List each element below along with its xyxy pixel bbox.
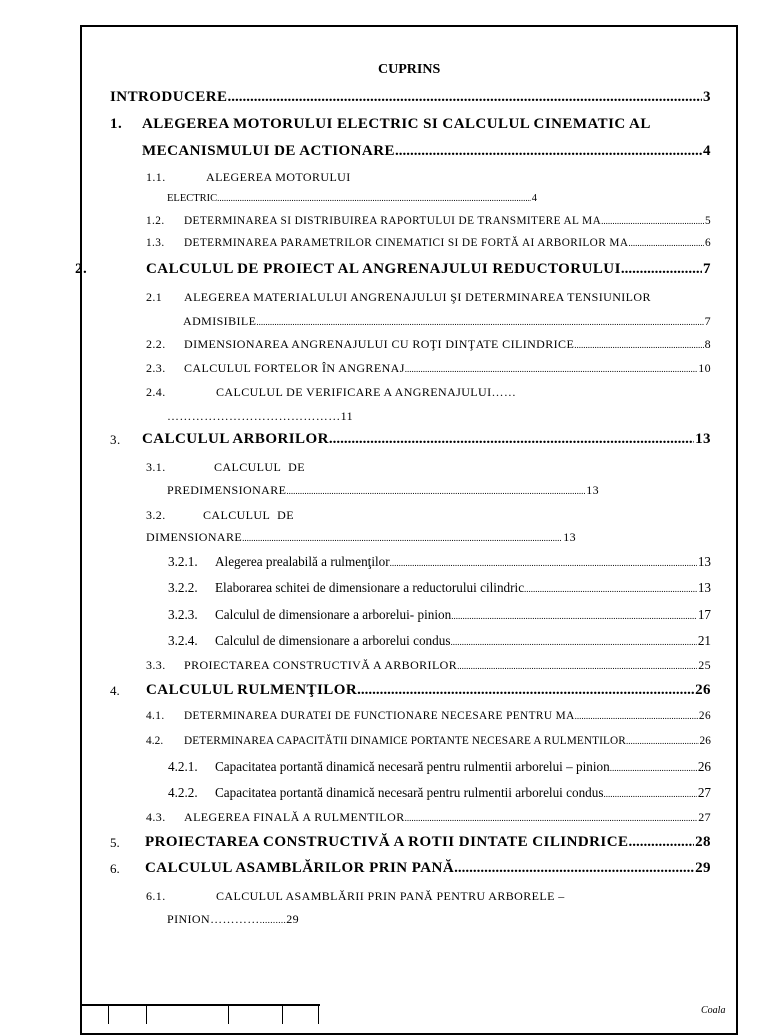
toc-entry-s3-2-1 <box>168 555 711 568</box>
sheet-label: Coala <box>701 1005 726 1016</box>
page-number: 11 <box>340 409 353 423</box>
stamp-cell-divider <box>318 1004 319 1024</box>
dot-leader <box>405 811 698 823</box>
entry-label: Capacitatea portantă dinamică necesară pentru rulmentii arborelui – pinion <box>215 759 610 774</box>
toc-entry-number: 6.1. <box>146 889 166 903</box>
toc-entry-label: CALCULUL ASAMBLĂRII PRIN PANĂ PENTRU ARBORELE – <box>216 889 565 903</box>
entry-label: DETERMINAREA SI DISTRIBUIREA RAPORTULUI DE TRANSMITERE AL MA <box>184 215 602 227</box>
page-number: 13 <box>697 580 711 595</box>
entry-number: 4.2.2. <box>168 785 198 800</box>
entry-label: CALCULUL RULMENŢILOR <box>146 682 358 698</box>
toc-entry-label: ALEGEREA MOTORULUI <box>206 170 351 184</box>
entry-label: Alegerea prealabilă a rulmenţilor <box>215 554 390 569</box>
entry-label: Elaborarea schitei de dimensionare a reductorului cilindric <box>215 580 525 595</box>
page-number: 7 <box>704 314 711 328</box>
dot-leader <box>524 581 697 594</box>
toc-entry-s1-2 <box>146 216 711 227</box>
stamp-cell-divider <box>228 1004 229 1024</box>
dot-leader <box>621 262 702 277</box>
toc-entry-label: ALEGEREA MOTORULUI ELECTRIC SI CALCULUL CINEMATIC AL <box>142 116 651 132</box>
dot-leader <box>604 786 697 799</box>
page-number: 26 <box>698 710 711 722</box>
toc-entry-number: 2. <box>75 261 88 277</box>
entry-label-continued: DIMENSIONARE <box>146 530 243 544</box>
toc-entry-number: 1. <box>110 116 123 132</box>
page-number: 27 <box>698 810 711 824</box>
entry-number: 4.1. <box>146 710 165 722</box>
toc-entry-s1-1 <box>167 194 537 205</box>
page-number: 17 <box>697 607 711 622</box>
toc-entry-number: 4. <box>110 683 120 698</box>
dot-leader <box>395 144 702 159</box>
dot-leader <box>450 634 696 647</box>
toc-entry-s6 <box>145 861 711 876</box>
page-number: 29 <box>695 860 711 876</box>
dot-leader <box>601 216 704 227</box>
dot-leader <box>329 432 694 447</box>
page-number: 26 <box>697 759 711 774</box>
toc-title: CUPRINS <box>378 62 441 77</box>
page-number: 29 <box>286 912 299 926</box>
entry-label-continued: PREDIMENSIONARE <box>167 483 287 497</box>
dot-leader <box>242 531 562 543</box>
stamp-top-line <box>80 1004 320 1006</box>
entry-label: DETERMINAREA CAPACITĂTII DINAMICE PORTANTE NECESARE A RULMENTILOR <box>184 735 626 747</box>
toc-entry-s4-3 <box>146 811 711 823</box>
entry-label: ALEGEREA FINALĂ A RULMENTILOR <box>184 810 405 824</box>
toc-entry-label: CALCULUL DE <box>214 460 305 474</box>
page-number: 7 <box>703 261 711 277</box>
dot-leader: .......... <box>259 915 287 925</box>
entry-number: 3.2.2. <box>168 580 198 595</box>
dot-leader <box>286 484 585 496</box>
toc-entry-s2-1 <box>183 315 711 327</box>
entry-number: 3.2.3. <box>168 607 198 622</box>
toc-entry-s3-2-4 <box>168 634 711 647</box>
toc-entry-number: 2.1 <box>146 290 163 304</box>
entry-label-continued: ADMISIBILE <box>183 314 257 328</box>
entry-label-continued: MECANISMULUI DE ACTIONARE <box>142 143 395 159</box>
dot-leader <box>457 659 697 671</box>
entry-label-tail: ………… <box>210 912 260 926</box>
stamp-cell-divider <box>108 1004 109 1024</box>
dot-leader <box>628 835 694 850</box>
toc-entry-s3-2-3 <box>168 608 711 621</box>
entry-label: DETERMINAREA DURATEI DE FUNCTIONARE NECESARE PENTRU MA <box>184 710 575 722</box>
toc-entry-number: 3. <box>110 432 121 447</box>
page-number: 28 <box>695 834 711 850</box>
page-number: 13 <box>586 483 599 497</box>
entry-label: PROIECTAREA CONSTRUCTIVĂ A ARBORILOR <box>184 658 458 672</box>
entry-label-continued: …………………………………… <box>167 409 341 423</box>
toc-entry-label: CALCULUL DE <box>203 508 294 522</box>
toc-entry-s1 <box>142 144 711 159</box>
page-number: 4 <box>703 143 711 159</box>
toc-entry-number: 3.1. <box>146 460 166 474</box>
toc-entry-number: 3.2. <box>146 508 166 522</box>
toc-entry-s3-2-2 <box>168 581 711 594</box>
entry-label: Capacitatea portantă dinamică necesară pentru rulmentii arborelui condus <box>215 785 604 800</box>
entry-label-continued: ELECTRIC <box>167 193 218 204</box>
entry-number: 3.3. <box>146 658 166 672</box>
entry-label: Calculul de dimensionare a arborelui condus <box>215 633 451 648</box>
toc-entry-s3-3 <box>146 659 711 671</box>
entry-number: 4.2.1. <box>168 759 198 774</box>
entry-label: CALCULUL ASAMBLĂRILOR PRIN PANĂ <box>145 860 455 876</box>
page-number: 13 <box>563 530 576 544</box>
toc-entry-s5 <box>145 835 711 850</box>
toc-entry-s2-3 <box>146 362 711 374</box>
dot-leader <box>626 736 699 747</box>
toc-entry-number: 6. <box>110 861 120 876</box>
entry-label: CALCULUL ARBORILOR <box>142 431 329 447</box>
entry-label: DIMENSIONAREA ANGRENAJULUI CU ROŢI DINŢATE CILINDRICE <box>184 337 575 351</box>
page-number: 13 <box>695 431 711 447</box>
title-block-stamp <box>80 1004 320 1024</box>
stamp-cell-divider <box>146 1004 147 1024</box>
entry-number: 1.3. <box>146 237 165 249</box>
dot-leader <box>574 338 703 350</box>
entry-label: CALCULUL FORTELOR ÎN ANGRENAJ <box>184 361 405 375</box>
dot-leader <box>227 90 702 105</box>
toc-entry-s1-3 <box>146 238 711 249</box>
page-number: 27 <box>697 785 711 800</box>
entry-label-continued: PINION <box>167 912 211 926</box>
dot-leader <box>256 315 703 327</box>
toc-entry-s2-4 <box>167 410 353 422</box>
toc-entry-number: 2.4. <box>146 385 166 399</box>
entry-label: Calculul de dimensionare a arborelui- pinion <box>215 607 452 622</box>
dot-leader <box>405 362 697 374</box>
page-number: 10 <box>698 361 711 375</box>
dot-leader <box>390 555 697 568</box>
page-number: 5 <box>704 215 711 227</box>
toc-entry-number: 1.1. <box>146 170 166 184</box>
toc-entry-introducere <box>110 90 711 105</box>
toc-entry-s4 <box>146 683 711 698</box>
toc-entry-label: ALEGEREA MATERIALULUI ANGRENAJULUI ŞI DETERMINAREA TENSIUNILOR <box>184 290 651 304</box>
entry-number: 2.3. <box>146 361 166 375</box>
dot-leader <box>357 683 694 698</box>
page-number: 8 <box>704 337 711 351</box>
page-number: 13 <box>697 554 711 569</box>
toc-entry-s4-2-1 <box>168 760 711 773</box>
entry-number: 3.2.1. <box>168 554 198 569</box>
entry-number: 4.3. <box>146 810 166 824</box>
toc-entry-s4-2-2 <box>168 786 711 799</box>
toc-entry-s2 <box>146 262 711 277</box>
dot-leader <box>217 194 531 205</box>
stamp-cell-divider <box>80 1004 81 1024</box>
toc-entry-s3 <box>142 432 711 447</box>
entry-number: 4.2. <box>146 735 164 747</box>
page-number: 6 <box>704 237 711 249</box>
toc-entry-s4-2 <box>146 736 711 747</box>
toc-entry-s3-1 <box>167 484 599 496</box>
page-number: 26 <box>699 735 711 747</box>
page-number: 3 <box>703 89 711 105</box>
dot-leader <box>610 760 697 773</box>
toc-entry-s6-1 <box>167 913 299 925</box>
entry-label: INTRODUCERE <box>110 89 228 105</box>
toc-entry-number: 5. <box>110 835 120 850</box>
toc-entry-label: CALCULUL DE VERIFICARE A ANGRENAJULUI…… <box>216 385 517 399</box>
toc-entry-s4-1 <box>146 711 711 722</box>
entry-label: CALCULUL DE PROIECT AL ANGRENAJULUI REDUCTORULUI <box>146 261 621 277</box>
entry-number: 3.2.4. <box>168 633 198 648</box>
entry-number: 2.2. <box>146 337 166 351</box>
entry-label: PROIECTAREA CONSTRUCTIVĂ A ROTII DINTATE CILINDRICE <box>145 834 629 850</box>
entry-number: 1.2. <box>146 215 165 227</box>
toc-entry-s2-2 <box>146 338 711 350</box>
page-number: 25 <box>698 658 711 672</box>
page-number: 26 <box>695 682 711 698</box>
stamp-cell-divider <box>282 1004 283 1024</box>
dot-leader <box>451 608 697 621</box>
page-number: 4 <box>531 193 537 204</box>
dot-leader <box>454 861 694 876</box>
entry-label: DETERMINAREA PARAMETRILOR CINEMATICI SI DE FORTĂ AI ARBORILOR MA <box>184 237 629 249</box>
dot-leader <box>628 238 704 249</box>
toc-entry-s3-2 <box>146 531 576 543</box>
dot-leader <box>575 711 698 722</box>
page-number: 21 <box>697 633 711 648</box>
